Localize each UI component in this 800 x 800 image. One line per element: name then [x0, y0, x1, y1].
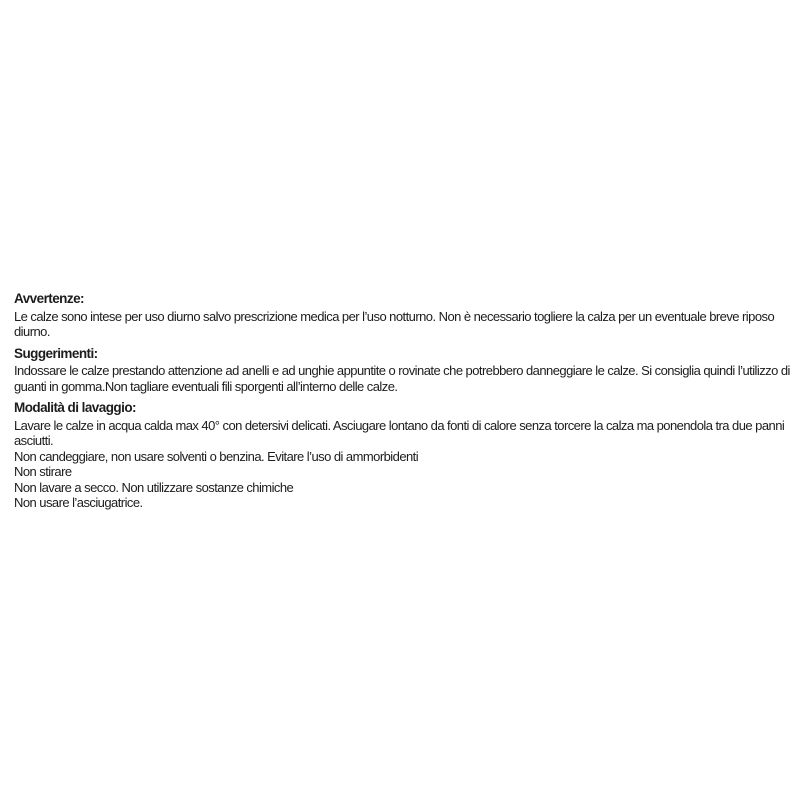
section-modalita-di-lavaggio — [14, 400, 792, 511]
lavaggio-paragraph-washing: Lavare le calze in acqua calda max 40° con detersivi delicati. Asciugare lontano da fonti di calore senza torcere la calza ma ponendola tra due panni asciutti. — [14, 417, 785, 448]
care-instructions-document — [14, 291, 792, 511]
lavaggio-paragraph-no-iron: Non stirare — [14, 464, 72, 479]
avvertenze-heading: Avvertenze: — [14, 291, 84, 306]
lavaggio-paragraph-no-dry-clean: Non lavare a secco. Non utilizzare sostanze chimiche — [14, 479, 294, 495]
lavaggio-paragraph-no-bleach: Non candeggiare, non usare solventi o benzina. Evitare l’uso di ammorbidenti — [14, 448, 419, 464]
modalita-di-lavaggio-heading: Modalità di lavaggio: — [14, 400, 136, 415]
suggerimenti-heading: Suggerimenti: — [14, 345, 98, 361]
suggerimenti-paragraph: Indossare le calze prestando attenzione ad anelli e ad unghie appuntite o rovinate che potrebbero danneggiare le calze. Si consiglia quindi l’utilizzo di guanti in gomma.Non tagliare eventuali fili sporgenti all’interno delle calze. — [14, 363, 790, 394]
lavaggio-paragraph-no-dryer: Non usare l’asciugatrice. — [14, 495, 143, 510]
section-suggerimenti — [14, 346, 792, 395]
section-avvertenze — [14, 291, 792, 340]
avvertenze-paragraph: Le calze sono intese per uso diurno salvo prescrizione medica per l’uso notturno. Non è necessario togliere la calza per un eventuale breve riposo diurno. — [14, 308, 775, 339]
